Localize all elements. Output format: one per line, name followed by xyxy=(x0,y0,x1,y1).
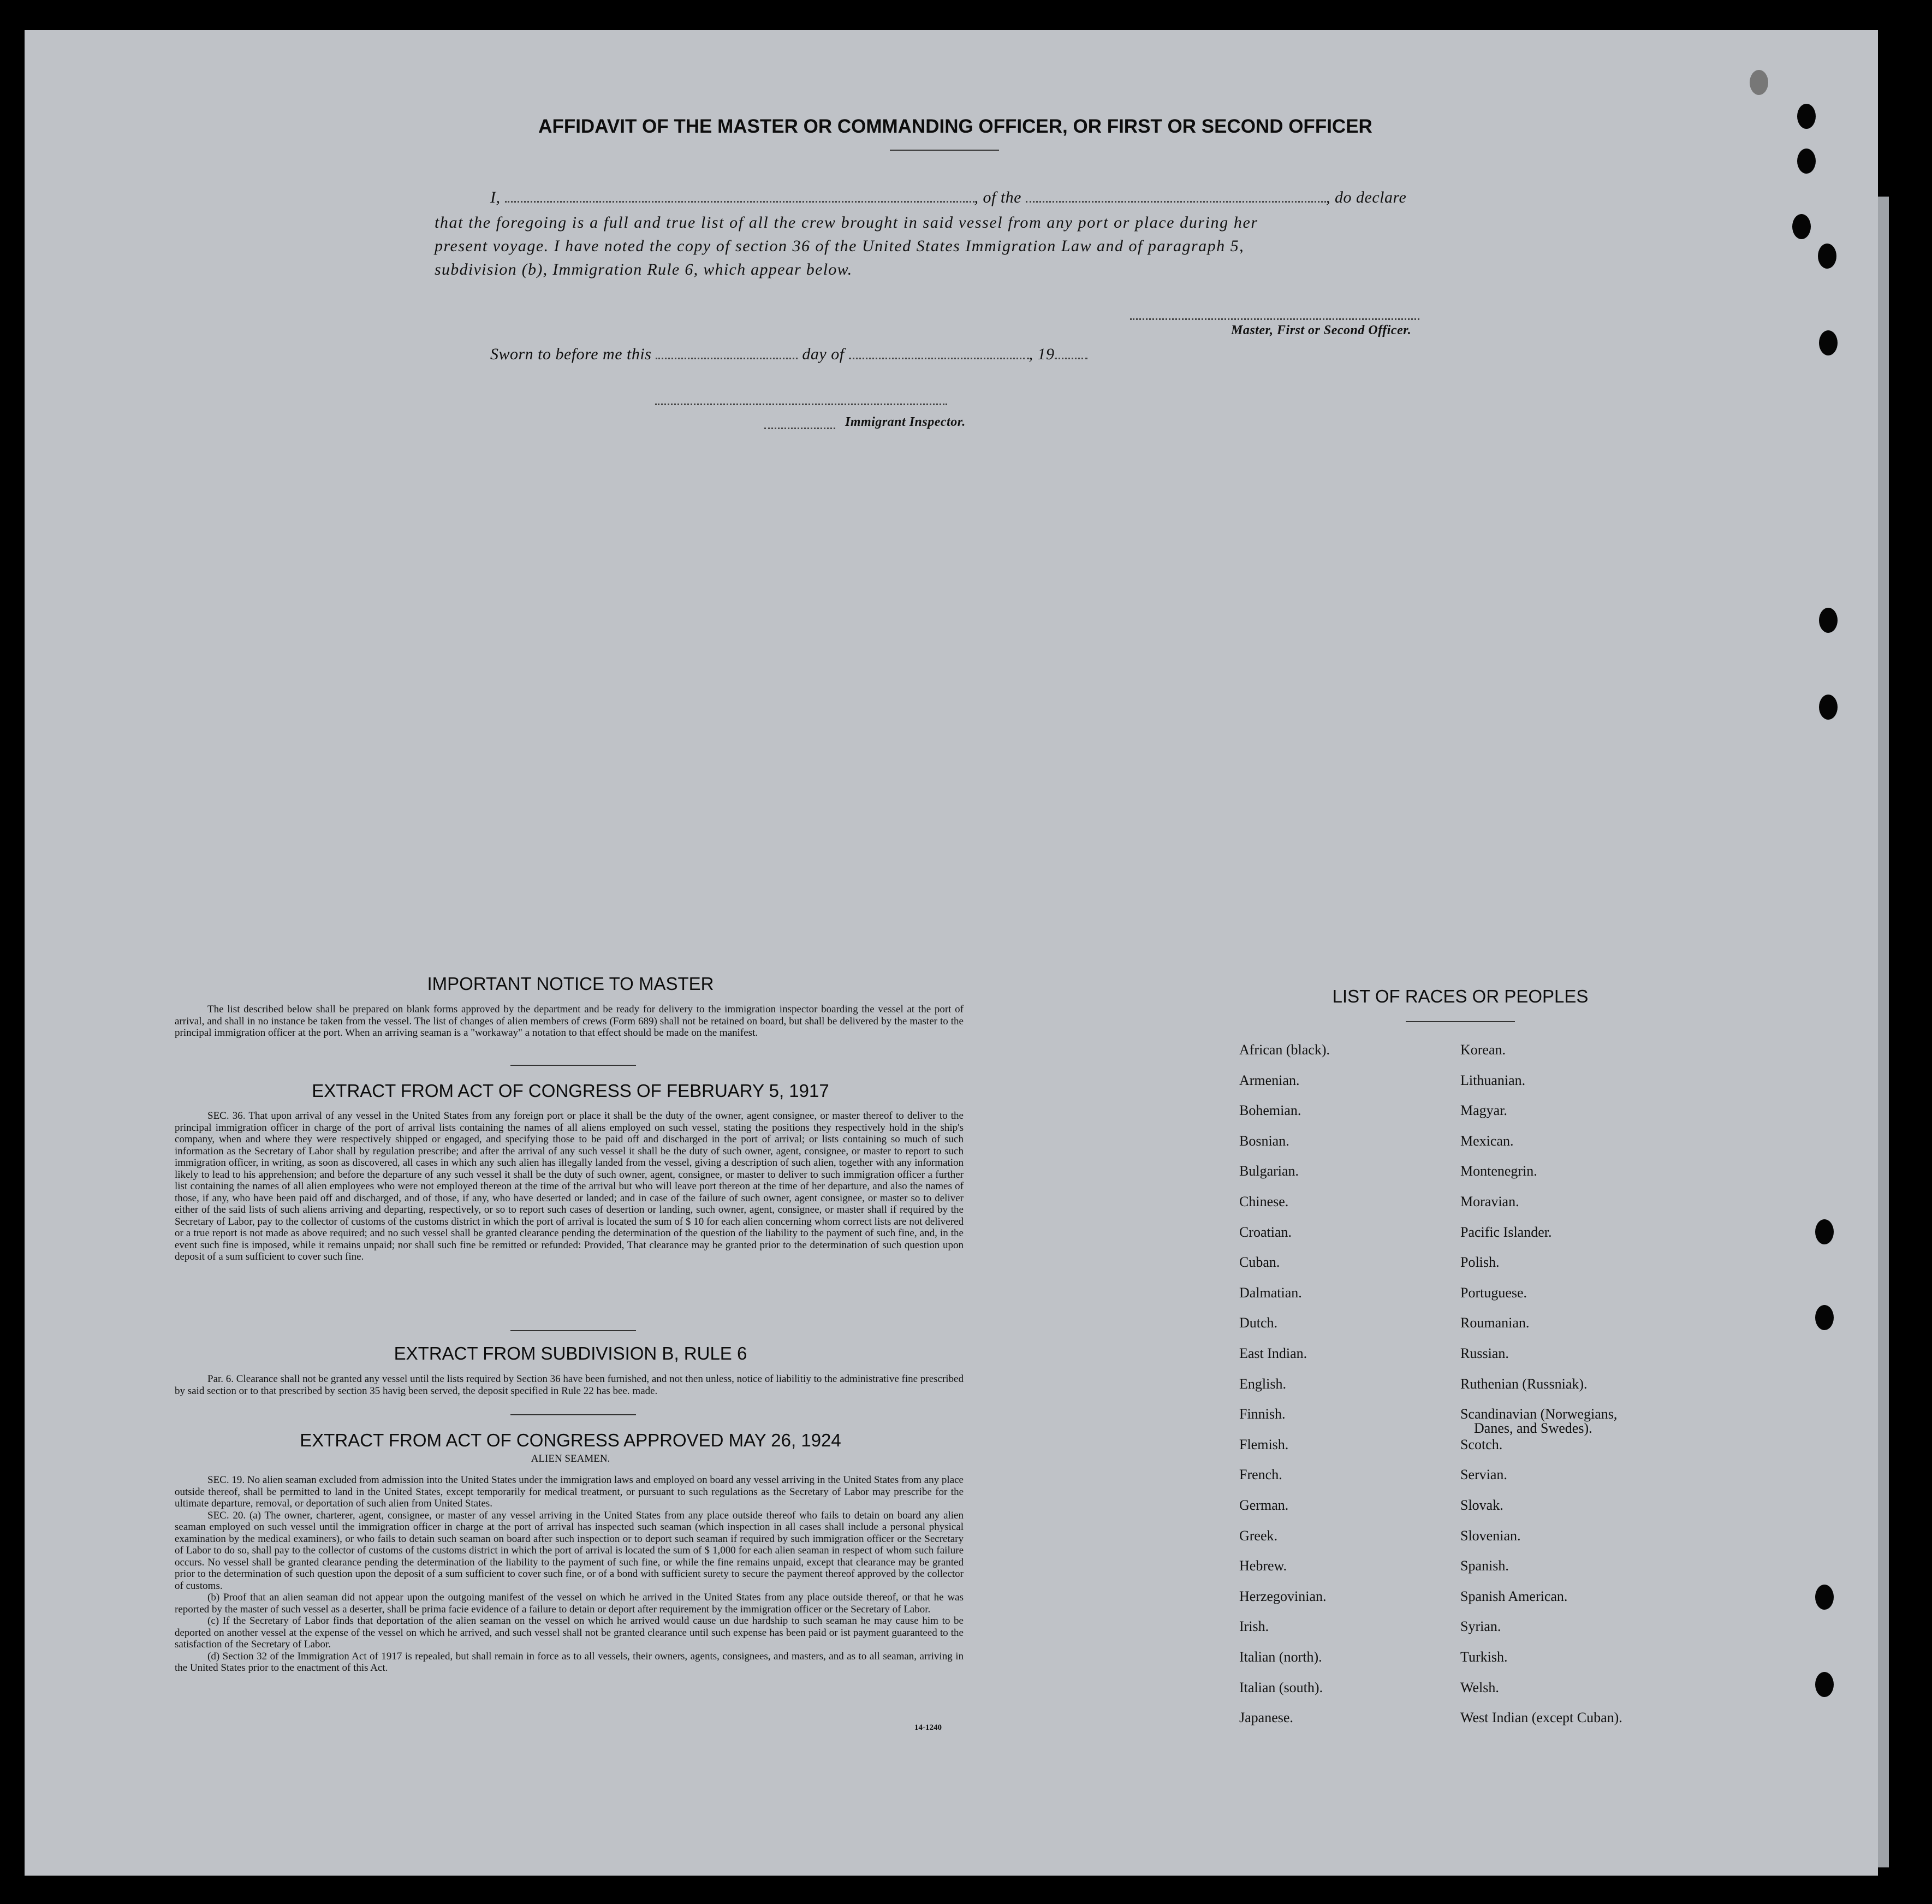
affidavit-line-2: that the foregoing is a full and true list of all the crew brought in said vessel from any port or place during her xyxy=(435,213,1258,232)
left-race-item: English. xyxy=(1239,1375,1286,1392)
right-race-item: Slovak. xyxy=(1460,1497,1503,1513)
vessel-blank[interactable] xyxy=(1026,200,1326,203)
left-race-item: Finnish. xyxy=(1239,1406,1286,1422)
divider xyxy=(510,1065,636,1066)
left-race-item: Dutch. xyxy=(1239,1315,1278,1331)
master-signature-label: Master, First or Second Officer. xyxy=(1231,323,1412,337)
affidavit-line-3: present voyage. I have noted the copy of section 36 of the United States Immigration Law and of paragraph 5, xyxy=(435,237,1245,255)
left-race-item: Armenian. xyxy=(1239,1072,1300,1088)
inspector-signature-blank[interactable] xyxy=(655,403,947,405)
extract-1924-text xyxy=(175,1474,964,1674)
binder-hole xyxy=(1815,1672,1834,1697)
extract-1917-title: EXTRACT FROM ACT OF CONGRESS OF FEBRUARY 5, 1917 xyxy=(312,1081,829,1101)
section-19-paragraph: SEC. 19. No alien seaman excluded from admission into the United States under the immigration laws and employed on board any vessel arriving in the United States from any place outside thereof, shall be permitted to land in the United States, except temporarily for medical treatment, or pursuant to such regulations as the Secretary of Labor may prescribe for the ultimate departure, removal, or deportation of such alien from United States. xyxy=(175,1474,964,1509)
binder-hole xyxy=(1819,695,1838,720)
year-blank[interactable] xyxy=(1055,357,1087,359)
right-race-item: Scandinavian (Norwegians, xyxy=(1460,1406,1618,1422)
left-race-item: Greek. xyxy=(1239,1527,1278,1544)
left-race-item: Bosnian. xyxy=(1239,1132,1289,1149)
right-race-item: Syrian. xyxy=(1460,1618,1501,1635)
left-race-item: Italian (south). xyxy=(1239,1679,1323,1695)
section-20c-paragraph: (c) If the Secretary of Labor finds that deportation of the alien seaman on the vessel on which he arrived would cause un due hardship to such seaman he may cause him to be deported on another vessel at the expense of the vessel on which he arrived, and such vessel shall not be granted clearance until such expense has been paid or ist payment guaranteed to the satisfaction of the Secretary of Labor. xyxy=(175,1615,964,1650)
divider xyxy=(510,1330,636,1331)
right-race-item: Russian. xyxy=(1460,1345,1509,1361)
inspector-prefix-blank[interactable] xyxy=(764,427,835,429)
right-race-item: Mexican. xyxy=(1460,1132,1514,1149)
extract-1924-subtitle: ALIEN SEAMEN. xyxy=(531,1453,610,1464)
left-race-item: Cuban. xyxy=(1239,1254,1280,1271)
affidavit-line-4: subdivision (b), Immigration Rule 6, which appear below. xyxy=(435,260,853,278)
of-the-label: , of the xyxy=(974,188,1021,206)
section-20d-paragraph: (d) Section 32 of the Immigration Act of 1917 is repealed, but shall remain in force as to all vessels, their owners, agents, consignees, and masters, and as to all seaman, arriving in the United States prior to the enactment of this Act. xyxy=(175,1650,964,1674)
left-race-item: Herzegovinian. xyxy=(1239,1588,1327,1604)
month-blank[interactable] xyxy=(849,357,1029,359)
day-of-label: day of xyxy=(802,345,845,363)
left-race-item: Irish. xyxy=(1239,1618,1269,1635)
right-race-item: Montenegrin. xyxy=(1460,1163,1537,1179)
divider xyxy=(1406,1021,1515,1022)
left-race-item: Chinese. xyxy=(1239,1194,1289,1209)
left-race-item: Italian (north). xyxy=(1239,1649,1322,1665)
section-20a-paragraph: SEC. 20. (a) The owner, charterer, agent, consignee, or master of any vessel arriving in the United States from any place outside thereof who fails to detain on board any alien seaman employed on such vessel until the immigration officer in charge at the port of arrival has inspected such seaman (which inspection in all cases shall include a personal physical examination by the medical examiners), or who fails to detain such seaman on board after such inspection or to deport such seaman if required by such immigration officer or the Secretary of Labor to do so, shall pay to the collector of customs of the customs district in which the port of arrival is located the sum of $ 1,000 for each alien seaman in respect of whom such failure occurs. No vessel shall be granted clearance pending the determination of the liability to the payment of such fine, or while the fine remains unpaid, except that clearance may be granted prior to the determination of such question upon the deposit of a sum sufficient to cover such fine, or of a bond with sufficient surety to secure the payment thereof approved by the collector of customs. xyxy=(175,1509,964,1592)
right-race-item: Slovenian. xyxy=(1460,1527,1521,1544)
left-race-item: French. xyxy=(1239,1467,1282,1483)
binder-hole xyxy=(1815,1585,1834,1610)
races-title: LIST OF RACES OR PEOPLES xyxy=(1332,986,1589,1006)
right-race-item: Pacific Islander. xyxy=(1460,1224,1552,1240)
left-race-item: East Indian. xyxy=(1239,1345,1307,1361)
left-race-item: Dalmatian. xyxy=(1239,1284,1302,1301)
affidavit-line-1 xyxy=(490,188,1406,207)
binder-hole xyxy=(1819,330,1838,355)
divider xyxy=(890,150,999,151)
notice-text xyxy=(175,1004,964,1039)
right-race-item: Korean. xyxy=(1460,1042,1506,1058)
form-number: 14-1240 xyxy=(914,1723,942,1732)
binder-hole xyxy=(1792,214,1811,239)
scandinavian-continuation: Danes, and Swedes). xyxy=(1474,1420,1592,1437)
right-race-item: Portuguese. xyxy=(1460,1284,1527,1301)
binder-hole xyxy=(1815,1305,1834,1330)
left-race-item: African (black). xyxy=(1239,1042,1330,1058)
subdivision-b-paragraph: Par. 6. Clearance shall not be granted any vessel until the lists required by Section 36 have been furnished, and not then unless, notice of liabilitiy to the administrative fine prescribed by said section or to that prescribed by section 35 havig been served, the deposit specified in Rule 22 has bee. made. xyxy=(175,1373,964,1397)
right-race-item: Servian. xyxy=(1460,1467,1507,1483)
right-race-item: Polish. xyxy=(1460,1254,1500,1271)
right-race-item: Roumanian. xyxy=(1460,1315,1530,1331)
extract-1924-title: EXTRACT FROM ACT OF CONGRESS APPROVED MAY 26, 1924 xyxy=(300,1430,841,1450)
right-race-item: Moravian. xyxy=(1460,1194,1519,1209)
inspector-label: Immigrant Inspector. xyxy=(845,415,966,429)
left-race-item: Bulgarian. xyxy=(1239,1163,1299,1179)
left-race-item: Bohemian. xyxy=(1239,1102,1301,1119)
right-race-item: Ruthenian (Russniak). xyxy=(1460,1375,1588,1392)
left-race-item: German. xyxy=(1239,1497,1289,1513)
year-label: , 19 xyxy=(1029,345,1055,363)
extract-1917-text xyxy=(175,1110,964,1263)
right-race-item: Spanish American. xyxy=(1460,1588,1568,1604)
binder-hole xyxy=(1797,104,1816,129)
affidavit-title: AFFIDAVIT OF THE MASTER OR COMMANDING OFFICER, OR FIRST OR SECOND OFFICER xyxy=(538,116,1372,137)
right-race-item: Spanish. xyxy=(1460,1558,1509,1574)
name-blank[interactable] xyxy=(505,200,974,203)
right-race-item: Turkish. xyxy=(1460,1649,1508,1665)
right-race-item: Scotch. xyxy=(1460,1436,1503,1452)
right-race-item: Lithuanian. xyxy=(1460,1072,1526,1088)
right-race-item: West Indian (except Cuban). xyxy=(1460,1710,1622,1726)
affidavit-i: I, xyxy=(490,188,501,206)
subdivision-b-text xyxy=(175,1373,964,1397)
notice-title: IMPORTANT NOTICE TO MASTER xyxy=(427,974,714,994)
binder-hole xyxy=(1815,1219,1834,1244)
right-race-item: Welsh. xyxy=(1460,1679,1499,1695)
left-race-item: Croatian. xyxy=(1239,1224,1292,1240)
section-20b-paragraph: (b) Proof that an alien seaman did not appear upon the outgoing manifest of the vessel on which he arrived in the United States from any place outside thereof, or that he was reported by the master of such vessel as a deserter, shall be prima facie evidence of a failure to detain or deport after requirement by the immigration officer or the Secretary of Labor. xyxy=(175,1592,964,1615)
sworn-line xyxy=(490,345,1087,364)
binder-hole xyxy=(1797,149,1816,174)
divider xyxy=(510,1414,636,1415)
extract-1917-paragraph: SEC. 36. That upon arrival of any vessel in the United States from any foreign port or place it shall be the duty of the owner, agent consignee, or master thereof to deliver to the principal immigration officer in charge of the port of arrival lists containing the names of all aliens employed on such vessel, stating the positions they respectively hold in the ship's company, when and where they were respectively shipped or engaged, and specifying those to be paid off and discharged in the port of arrival; or lists containing so much of such information as the Secretary of Labor shall by regulation prescribe; and after the arrival of any such vessel it shall be the duty of such owner, agent, consignee, or master to report to such immigration officer, in writing, as soon as discovered, all cases in which any such alien has illegally landed from the vessel, giving a description of such alien, together with any information likely to lead to his apprehension; and before the departure of any such vessel it shall be the duty of such owner, agent, consignee, or master to deliver to such immigration officer a further list containing the names of all alien employees who were not employed thereon at the time of the arrival but who will leave port thereon at the time of her departure, and also the names of those, if any, who have been paid off and discharged, and of those, if any, who have deserted or landed; and in case of the failure of such owner, agent consignee, or master so to deliver either of the said lists of such aliens arriving and departing, respectively, or so to report such cases of desertion or landing, such owner, agent, consignee, or master shall if required by the Secretary of Labor, pay to the collector of customs of the customs district in which the port of arrival is located the sum of $ 10 for each alien concerning whom correct lists are not delivered or a true report is not made as above required; and no such vessel shall be granted clearance pending the determination of the question of the liability to the payment of such fine, and, in the event such fine is imposed, while it remains unpaid; nor shall such fine be remitted or refunded: Provided, That clearance may be granted prior to the determination of such question upon deposit of a sum sufficient to cover such fine. xyxy=(175,1110,964,1262)
right-race-item: Magyar. xyxy=(1460,1102,1507,1119)
do-declare-label: , do declare xyxy=(1326,188,1407,206)
notice-paragraph: The list described below shall be prepared on blank forms approved by the department and be ready for delivery to the immigration inspector boarding the vessel at the port of arrival, and shall in no instance be taken from the vessel. The list of changes of alien members of crews (Form 689) shall not be retained on board, but shall be delivered by the master to the principal immigration officer at the port. When an arriving seaman is a "workaway" a notation to that effect should be made on the manifest. xyxy=(175,1004,964,1039)
left-race-item: Flemish. xyxy=(1239,1436,1289,1452)
left-race-item: Hebrew. xyxy=(1239,1558,1287,1574)
sworn-label: Sworn to before me this xyxy=(490,345,652,363)
binder-hole xyxy=(1750,70,1768,95)
binder-hole xyxy=(1818,244,1836,269)
subdivision-b-title: EXTRACT FROM SUBDIVISION B, RULE 6 xyxy=(394,1343,747,1363)
signature-blank[interactable] xyxy=(1130,318,1419,320)
left-race-item: Japanese. xyxy=(1239,1710,1293,1726)
day-blank[interactable] xyxy=(656,357,798,359)
binder-hole xyxy=(1819,608,1838,633)
